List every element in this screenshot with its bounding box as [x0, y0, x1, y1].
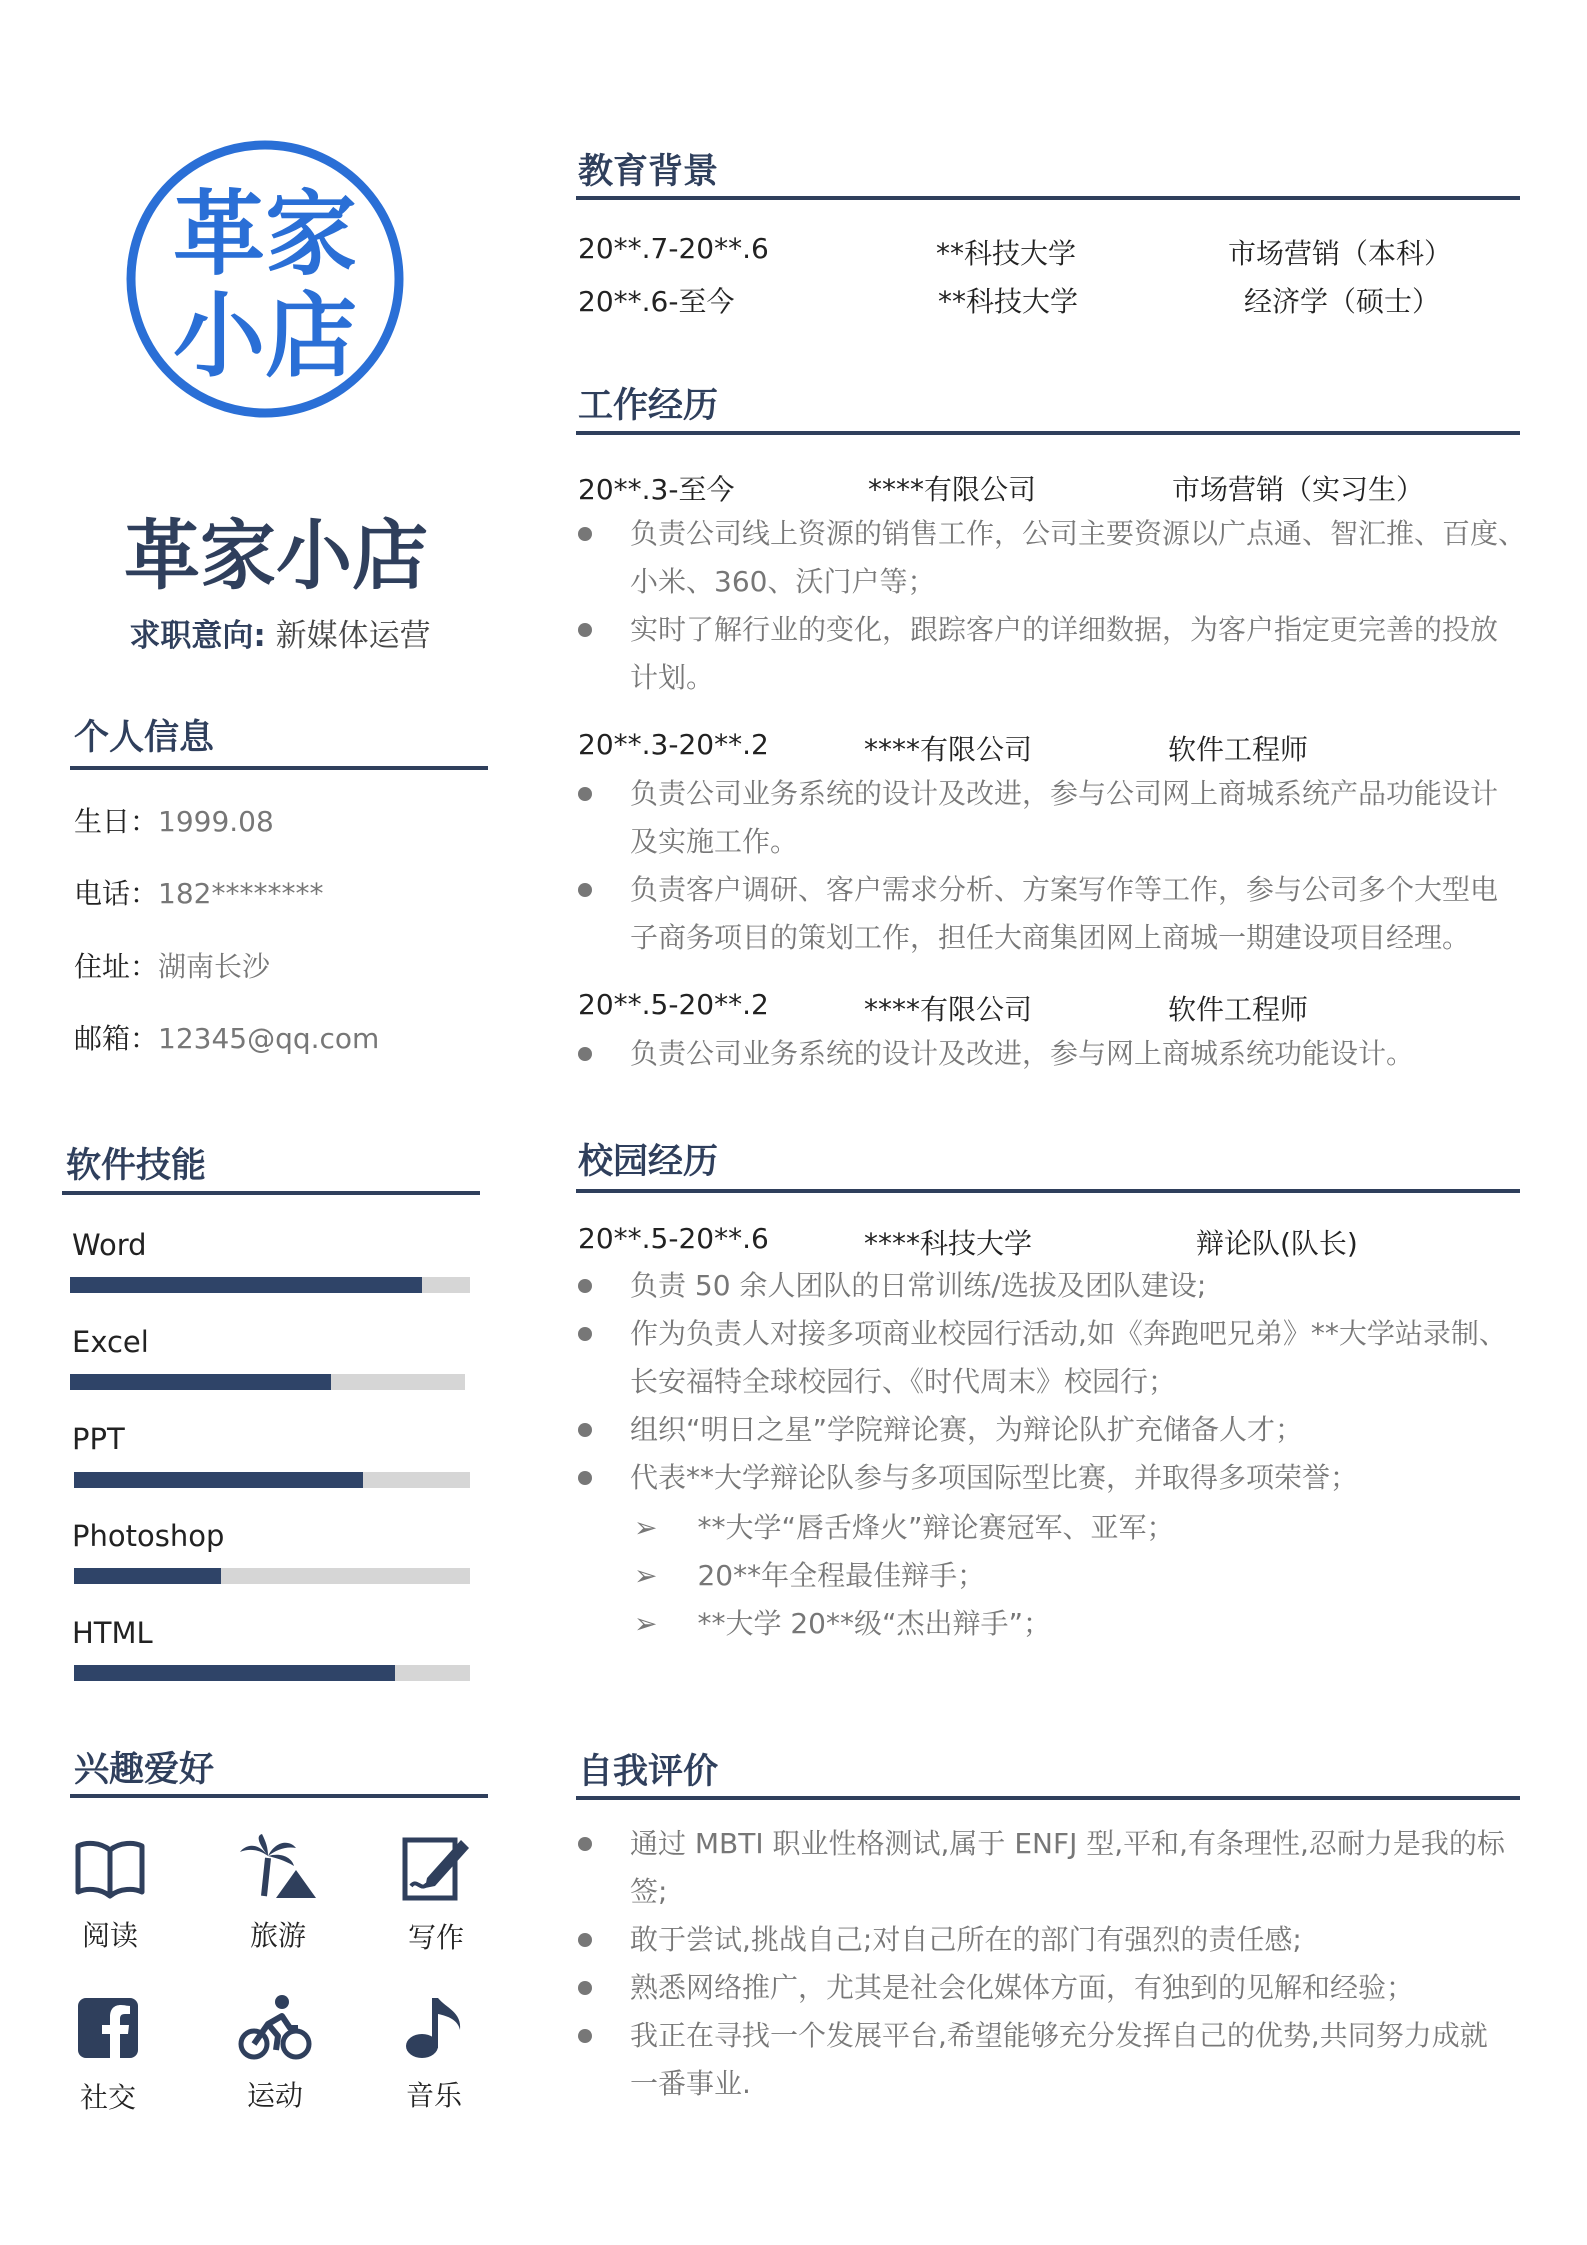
list-item: 我正在寻找一个发展平台,希望能够充分发挥自己的优势,共同努力成就 一番事业.	[578, 2012, 1578, 2108]
hobbies-rule	[70, 1794, 488, 1798]
self-eval-rule	[576, 1796, 1520, 1800]
skill-name-html: HTML	[72, 1616, 153, 1650]
hobby-label: 阅读	[81, 1919, 138, 1952]
job-intent	[100, 610, 460, 655]
pen-paper-icon	[401, 1834, 471, 1902]
cyclist-icon	[238, 1994, 312, 2060]
job-intent-value: 新媒体运营	[275, 618, 431, 654]
facebook-icon	[76, 1996, 140, 2060]
info-row-email: 邮箱：12345@qq.com	[74, 1022, 380, 1055]
palm-tree-icon	[238, 1834, 318, 1900]
work-title: 工作经历	[578, 386, 719, 426]
list-item: 敢于尝试,挑战自己;对自己所在的部门有强烈的责任感;	[578, 1916, 1578, 1964]
skill-bar-photoshop	[74, 1568, 470, 1584]
job-date: 20**.5-20**.2	[578, 988, 769, 1021]
info-row-address: 住址：湖南长沙	[74, 950, 271, 983]
sub-list-item: ➢ 20**年全程最佳辩手；	[634, 1559, 986, 1592]
list-item: 通过 MBTI 职业性格测试,属于 ENFJ 型,平和,有条理性,忍耐力是我的标 签;	[578, 1820, 1578, 1916]
shop-logo-seal	[124, 138, 406, 420]
skill-bar-word	[70, 1277, 470, 1293]
list-item: 代表**大学辩论队参与多项国际型比赛，并取得多项荣誉；	[578, 1454, 1578, 1502]
hobby-label: 写作	[407, 1921, 464, 1954]
sub-list-item: ➢ **大学“唇舌烽火”辩论赛冠军、亚军；	[634, 1511, 1175, 1544]
skill-bar-excel	[70, 1374, 465, 1390]
edu-school: **科技大学	[938, 285, 1079, 318]
job-company: ****有限公司	[864, 733, 1033, 766]
self-eval-title: 自我评价	[578, 1752, 719, 1792]
campus-rule	[576, 1189, 1520, 1193]
campus-title: 校园经历	[578, 1142, 719, 1182]
hobby-label: 社交	[79, 2081, 136, 2114]
skills-rule	[62, 1191, 480, 1195]
hobby-social	[48, 1996, 168, 2116]
campus-role: 辩论队(队长)	[1196, 1227, 1358, 1260]
list-item: 实时了解行业的变化，跟踪客户的详细数据，为客户指定更完善的投放 计划。	[578, 606, 1578, 702]
hobby-label: 旅游	[249, 1919, 306, 1952]
skill-name-excel: Excel	[72, 1325, 149, 1359]
hobby-travel	[218, 1834, 338, 1954]
list-item: 作为负责人对接多项商业校园行活动,如《奔跑吧兄弟》**大学站录制、 长安福特全球校园行、《时代周末》校园行；	[578, 1310, 1578, 1406]
hobby-reading	[50, 1838, 170, 1954]
job-date: 20**.3-至今	[578, 473, 735, 506]
job-intent-label: 求职意向:	[129, 618, 266, 654]
hobbies-title: 兴趣爱好	[74, 1750, 215, 1790]
skill-bar-ppt	[74, 1472, 470, 1488]
skills-title: 软件技能	[66, 1146, 207, 1186]
info-row-phone: 电话：182********	[74, 877, 324, 910]
job-role: 软件工程师	[1168, 993, 1309, 1026]
hobby-label: 音乐	[405, 2079, 462, 2112]
arrow-icon: ➢	[634, 1607, 658, 1640]
skill-name-ppt: PPT	[72, 1422, 125, 1456]
campus-date: 20**.5-20**.6	[578, 1222, 769, 1255]
job-date: 20**.3-20**.2	[578, 728, 769, 761]
list-item: 组织“明日之星”学院辩论赛，为辩论队扩充储备人才；	[578, 1406, 1578, 1454]
job-company: ****有限公司	[864, 993, 1033, 1026]
logo-line2: 小店	[172, 282, 358, 390]
edu-major: 经济学（硕士）	[1244, 285, 1441, 318]
list-item: 熟悉网络推广，尤其是社会化媒体方面，有独到的见解和经验；	[578, 1964, 1578, 2012]
person-name: 革家小店	[124, 511, 428, 600]
personal-info-rule	[70, 766, 488, 770]
skill-name-photoshop: Photoshop	[72, 1519, 225, 1553]
edu-school: **科技大学	[936, 237, 1077, 270]
edu-major: 市场营销（本科）	[1228, 237, 1453, 270]
edu-date: 20**.6-至今	[578, 285, 735, 318]
arrow-icon: ➢	[634, 1559, 658, 1592]
skill-name-word: Word	[72, 1228, 147, 1262]
music-note-icon	[402, 1994, 466, 2060]
edu-date: 20**.7-20**.6	[578, 232, 769, 265]
list-item: 负责客户调研、客户需求分析、方案写作等工作，参与公司多个大型电 子商务项目的策划工作，担任大商集团网上商城一期建设项目经理。	[578, 866, 1578, 962]
hobby-label: 运动	[246, 2079, 303, 2112]
education-title: 教育背景	[578, 152, 719, 192]
hobby-writing	[376, 1834, 496, 1956]
info-row-birthday: 生日：1999.08	[74, 805, 274, 838]
list-item: 负责公司业务系统的设计及改进，参与公司网上商城系统产品功能设计 及实施工作。	[578, 770, 1578, 866]
education-rule	[576, 196, 1520, 200]
arrow-icon: ➢	[634, 1511, 658, 1544]
skill-bar-html	[74, 1665, 470, 1681]
job-company: ****有限公司	[868, 473, 1037, 506]
logo-line1: 革家	[172, 180, 358, 288]
campus-school: ****科技大学	[864, 1227, 1033, 1260]
list-item: 负责 50 余人团队的日常训练/选拔及团队建设;	[578, 1262, 1578, 1310]
list-item: 负责公司线上资源的销售工作，公司主要资源以广点通、智汇推、百度、 小米、360、沃门户等；	[578, 510, 1578, 606]
sub-list-item: ➢ **大学 20**级“杰出辩手”；	[634, 1607, 1052, 1640]
job-role: 市场营销（实习生）	[1172, 473, 1425, 506]
personal-info-title: 个人信息	[74, 718, 215, 758]
hobby-music	[374, 1994, 494, 2114]
list-item: 负责公司业务系统的设计及改进，参与网上商城系统功能设计。	[578, 1030, 1578, 1078]
job-role: 软件工程师	[1168, 733, 1309, 766]
book-icon	[74, 1838, 146, 1900]
hobby-sports	[215, 1994, 335, 2114]
work-rule	[576, 431, 1520, 435]
